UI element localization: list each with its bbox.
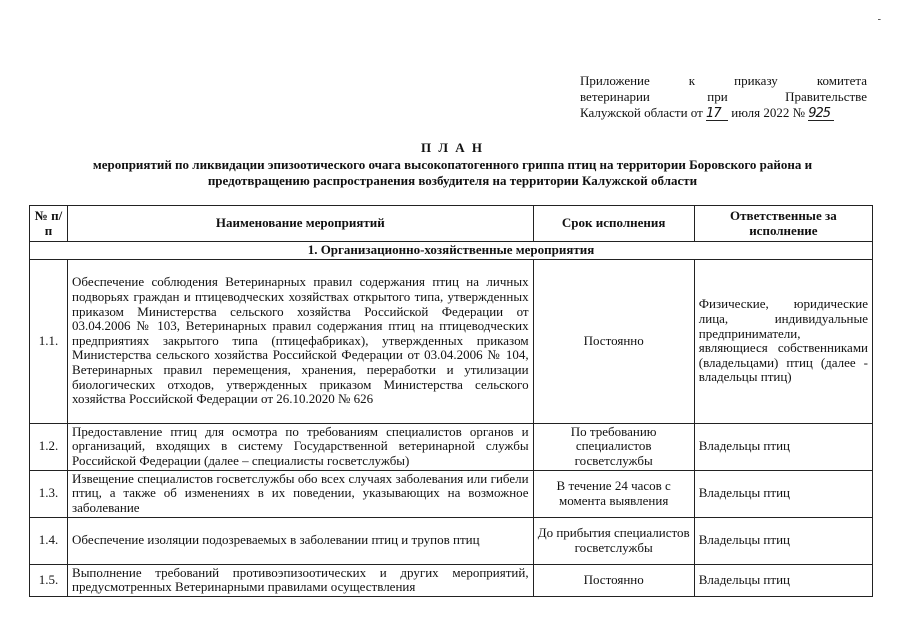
plan-title: П Л А Н — [420, 140, 485, 155]
row-num: 1.4. — [30, 517, 68, 564]
handwritten-order-number: 925 — [808, 107, 834, 121]
row-num: 1.3. — [30, 470, 68, 517]
header-resp: Ответственные за исполнение — [694, 206, 872, 242]
annex-line-2: ветеринарии при Правительстве — [580, 89, 867, 104]
row-name: Выполнение требований противоэпизоотических и других мероприятий, предусмотренных Ветеринарными правилами осуществления — [68, 564, 534, 596]
table-row — [30, 423, 873, 470]
row-name: Предоставление птиц для осмотра по требованиям специалистов органов и организаций, входящих в систему Государственной ветеринарной службы Российской Федерации (далее – специалисты госветслужбы) — [68, 423, 534, 470]
row-resp: Владельцы птиц — [694, 423, 872, 470]
header-num: № п/п — [30, 206, 68, 242]
row-term: В течение 24 часов с момента выявления — [533, 470, 694, 517]
row-num: 1.1. — [30, 259, 68, 423]
table-header-row — [30, 206, 873, 242]
row-num: 1.2. — [30, 423, 68, 470]
row-name: Обеспечение соблюдения Ветеринарных правил содержания птиц на личных подворьях граждан и птицеводческих хозяйствах открытого типа, утвержденных приказом Министерства сельского хозяйства Российской Федерации от 03.04.2006 № 103, Ветеринарных правил содержания птиц на птицеводческих предприятиях закрытого типа (птицефабриках), утвержденных приказом Министерства сельского хозяйства Российской Федерации от 03.04.2006 № 104, Ветеринарных правил перемещения, хранения, переработки и утилизации биологических отходов, утвержденных приказом Министерства сельского хозяйства Российской Федерации от 26.10.2020 № 626 — [68, 259, 534, 423]
row-num: 1.5. — [30, 564, 68, 596]
row-name: Извещение специалистов госветслужбы обо всех случаях заболевания или гибели птиц, а также об изменениях в их поведении, указывающих на возможное заболевание — [68, 470, 534, 517]
table-row — [30, 470, 873, 517]
row-term: Постоянно — [533, 259, 694, 423]
annex-line-1: Приложение к приказу комитета — [580, 73, 867, 88]
row-resp: Владельцы птиц — [694, 564, 872, 596]
section-title: 1. Организационно-хозяйственные мероприятия — [30, 242, 873, 260]
header-term: Срок исполнения — [533, 206, 694, 242]
page-mark: - — [877, 14, 881, 25]
annex-line-3 — [580, 105, 867, 121]
annex-line-3-month: июля 2022 № — [731, 105, 806, 120]
row-term: По требованию специалистов госветслужбы — [533, 423, 694, 470]
row-resp: Физические, юридические лица, индивидуальные предприниматели, являющиеся собственниками (владельцами) птиц (далее - владельцы птиц) — [694, 259, 872, 423]
row-resp: Владельцы птиц — [694, 517, 872, 564]
header-name: Наименование мероприятий — [68, 206, 534, 242]
row-term: Постоянно — [533, 564, 694, 596]
measures-table — [29, 205, 873, 597]
table-row — [30, 517, 873, 564]
row-resp: Владельцы птиц — [694, 470, 872, 517]
row-name: Обеспечение изоляции подозреваемых в заболевании птиц и трупов птиц — [68, 517, 534, 564]
plan-subtitle: мероприятий по ликвидации эпизоотического очага высокопатогенного гриппа птиц на территории Боровского района и предотвращению распространения возбудителя на территории Калужской области — [92, 157, 813, 188]
table-row — [30, 564, 873, 596]
section-row — [30, 242, 873, 260]
handwritten-date: 17 — [706, 107, 728, 121]
row-term: До прибытия специалистов госветслужбы — [533, 517, 694, 564]
table-row — [30, 259, 873, 423]
annex-header — [580, 73, 867, 121]
annex-line-3-prefix: Калужской области от — [580, 105, 703, 120]
